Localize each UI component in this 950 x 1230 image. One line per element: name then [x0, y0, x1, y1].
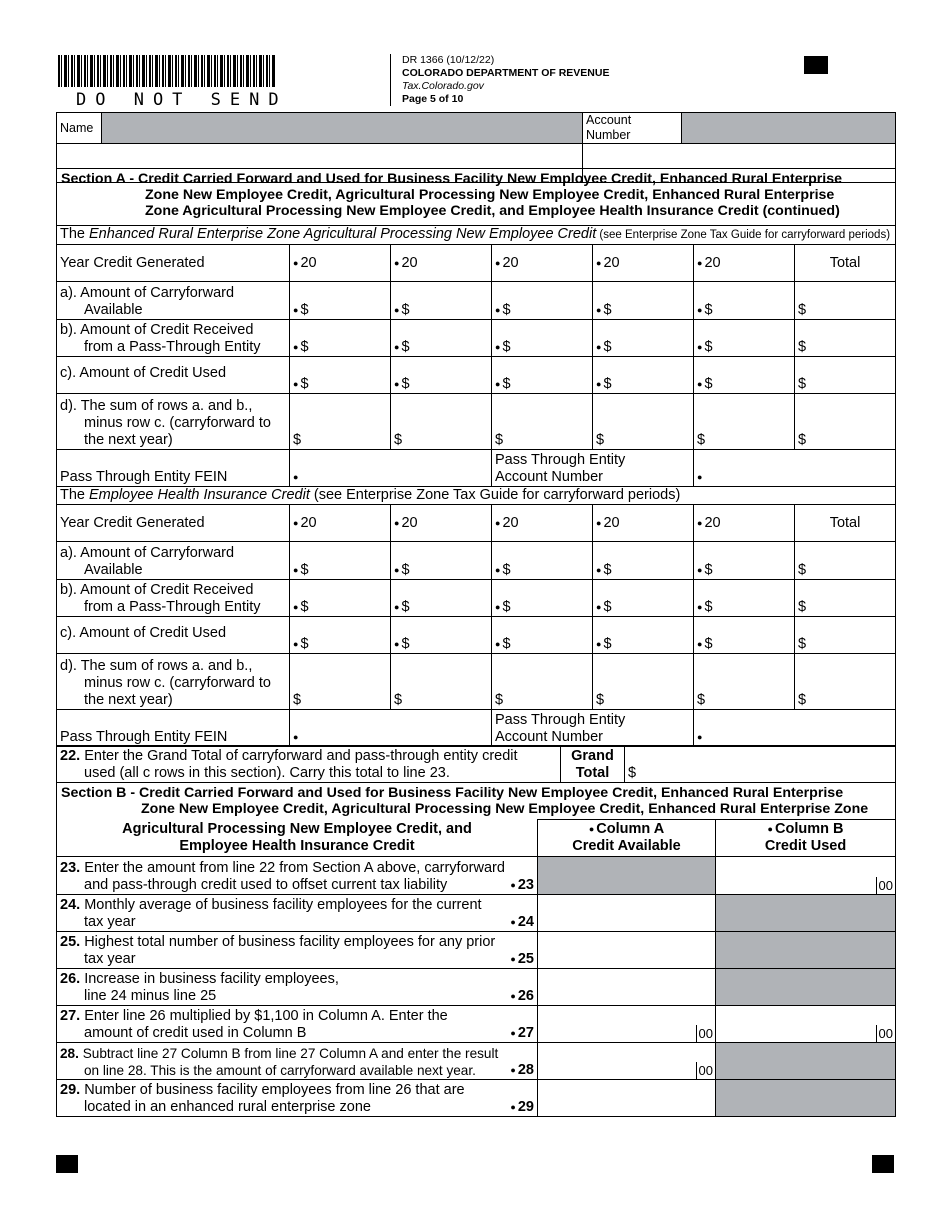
amount-input[interactable]: ● $ — [391, 617, 492, 654]
line-23-column-b[interactable]: 00 — [716, 857, 896, 895]
total-input[interactable]: $ — [795, 654, 896, 710]
line-29: 29. Number of business facility employees from line 26 that are located in an enhanced rural enterprise zone ● 29 — [57, 1080, 538, 1117]
section-b-table — [56, 782, 896, 1117]
line-25: 25. Highest total number of business facility employees for any prior tax year ● 25 — [57, 932, 538, 969]
amount-input[interactable]: $ — [391, 654, 492, 710]
column-a-header: ● Column A Credit Available — [538, 820, 716, 857]
amount-input[interactable]: ● $ — [492, 580, 593, 617]
amount-input[interactable]: $ — [694, 394, 795, 450]
amount-input[interactable]: $ — [391, 394, 492, 450]
row-b-label: b). Amount of Credit Received from a Pass-Through Entity — [57, 580, 290, 617]
line-25-column-a[interactable] — [538, 932, 716, 969]
section-b-heading: Section B - Credit Carried Forward and Used for Business Facility New Employee Credit, Enhanced Rural Enterprise Zone New Employee Credit, Agricultural Processing New Employee Credit, Enhanced Rural Enterprise Zone — [57, 783, 896, 820]
amount-input[interactable]: ● $ — [694, 542, 795, 580]
page-number: Page 5 of 10 — [402, 93, 464, 105]
name-label: Name — [57, 113, 102, 144]
line-24-column-a[interactable] — [538, 895, 716, 932]
grand-total-label: Grand Total — [561, 746, 625, 783]
registration-mark — [804, 56, 828, 74]
column-b-header: ● Column B Credit Used — [716, 820, 896, 857]
year-input[interactable]: ● 20 — [290, 505, 391, 542]
year-input[interactable]: ● 20 — [694, 505, 795, 542]
total-input[interactable]: $ — [795, 320, 896, 357]
amount-input[interactable]: ● $ — [593, 320, 694, 357]
amount-input[interactable]: $ — [290, 394, 391, 450]
year-credit-generated-label: Year Credit Generated — [57, 245, 290, 282]
total-label: Total — [795, 245, 896, 282]
line-29-column-a[interactable] — [538, 1080, 716, 1117]
amount-input[interactable]: ● $ — [593, 580, 694, 617]
fein-input[interactable] — [290, 450, 492, 487]
amount-input[interactable]: $ — [593, 654, 694, 710]
header-divider — [390, 54, 391, 106]
line-28-column-a[interactable]: 00 — [538, 1043, 716, 1080]
amount-input[interactable]: ● $ — [694, 617, 795, 654]
registration-mark — [56, 1155, 78, 1173]
pte-account-label: Pass Through Entity Account Number — [492, 710, 694, 747]
line-24-column-b — [716, 895, 896, 932]
pte-account-label: Pass Through Entity Account Number — [492, 450, 694, 487]
amount-input[interactable]: ● $ — [694, 580, 795, 617]
amount-input[interactable]: ● $ — [391, 357, 492, 394]
line-23-column-a — [538, 857, 716, 895]
total-input[interactable]: $ — [795, 394, 896, 450]
fein-input[interactable] — [290, 710, 492, 747]
row-c-label: c). Amount of Credit Used — [57, 617, 290, 654]
amount-input[interactable]: $ — [290, 654, 391, 710]
year-input[interactable]: ● 20 — [391, 505, 492, 542]
do-not-send-label: DO NOT SEND — [76, 90, 288, 110]
account-number-label: Account Number — [583, 113, 682, 144]
department-name: COLORADO DEPARTMENT OF REVENUE — [402, 67, 610, 79]
amount-input[interactable]: $ — [492, 654, 593, 710]
website: Tax.Colorado.gov — [402, 80, 484, 92]
amount-input[interactable]: ● $ — [694, 320, 795, 357]
total-label: Total — [795, 505, 896, 542]
amount-input[interactable]: $ — [694, 654, 795, 710]
section-a-heading: Section A - Credit Carried Forward and Used for Business Facility New Employee Credit, Enhanced Rural Enterprise Zone New Employee Credit, Agricultural Processing New Employee Credit, Enhanced Rural Enterprise Zone Agricultural Processing New Employee Credit, and Employee Health Insurance Credit (continued) — [57, 169, 896, 226]
line-29-column-b — [716, 1080, 896, 1117]
year-credit-generated-label: Year Credit Generated — [57, 505, 290, 542]
line-26-column-a[interactable] — [538, 969, 716, 1006]
amount-input[interactable]: ● $ — [290, 617, 391, 654]
total-input[interactable]: $ — [795, 580, 896, 617]
amount-input[interactable]: ● $ — [593, 542, 694, 580]
total-input[interactable]: $ — [795, 282, 896, 320]
fein-label: Pass Through Entity FEIN — [57, 710, 290, 747]
year-input[interactable]: ● 20 — [492, 245, 593, 282]
amount-input[interactable]: ● $ — [694, 282, 795, 320]
amount-input[interactable]: ● $ — [593, 282, 694, 320]
amount-input[interactable]: ● $ — [391, 282, 492, 320]
line-22-text: 22. Enter the Grand Total of carryforward and pass-through entity credit used (all c rows in this section). Carry this total to line 23. — [57, 746, 561, 783]
year-input[interactable]: ● 20 — [290, 245, 391, 282]
line-28: 28. Subtract line 27 Column B from line 27 Column A and enter the result on line 28. This is the amount of carryforward available next year. ● 28 — [57, 1043, 538, 1080]
row-d-label: d). The sum of rows a. and b., minus row c. (carryforward to the next year) — [57, 394, 290, 450]
line-28-column-b — [716, 1043, 896, 1080]
line-23: 23. Enter the amount from line 22 from Section A above, carryforward and pass-through credit used to offset current tax liability ● 23 — [57, 857, 538, 895]
line-26: 26. Increase in business facility employees, line 24 minus line 25 ● 26 — [57, 969, 538, 1006]
amount-input[interactable]: ● $ — [593, 617, 694, 654]
row-b-label: b). Amount of Credit Received from a Pass-Through Entity — [57, 320, 290, 357]
line-24: 24. Monthly average of business facility employees for the current tax year ● 24 — [57, 895, 538, 932]
section-b-heading-cont: Agricultural Processing New Employee Credit, and Employee Health Insurance Credit — [57, 820, 538, 857]
year-input[interactable]: ● 20 — [593, 245, 694, 282]
total-input[interactable]: $ — [795, 542, 896, 580]
amount-input[interactable]: ● $ — [492, 320, 593, 357]
barcode — [58, 55, 276, 87]
amount-input[interactable]: ● $ — [391, 320, 492, 357]
amount-input[interactable]: ● $ — [593, 357, 694, 394]
form-id: DR 1366 (10/12/22) — [402, 54, 495, 66]
amount-input[interactable]: $ — [492, 394, 593, 450]
row-a-label: a). Amount of Carryforward Available — [57, 282, 290, 320]
amount-input[interactable]: ● $ — [492, 357, 593, 394]
account-number-input-area[interactable] — [682, 113, 896, 144]
form-header — [402, 54, 609, 106]
amount-input[interactable]: ● $ — [290, 542, 391, 580]
amount-input[interactable]: ● $ — [391, 542, 492, 580]
block1-caption: The Enhanced Rural Enterprise Zone Agricultural Processing New Employee Credit (see Enterprise Zone Tax Guide for carryforward periods) — [57, 226, 896, 245]
amount-input[interactable]: ● $ — [391, 580, 492, 617]
amount-input[interactable]: ● $ — [290, 357, 391, 394]
fein-label: Pass Through Entity FEIN — [57, 450, 290, 487]
line-27: 27. Enter line 26 multiplied by $1,100 in Column A. Enter the amount of credit used in Column B ● 27 — [57, 1006, 538, 1043]
total-input[interactable]: $ — [795, 617, 896, 654]
year-input[interactable]: ● 20 — [492, 505, 593, 542]
line-27-column-a[interactable]: 00 — [538, 1006, 716, 1043]
registration-mark — [872, 1155, 894, 1173]
year-input[interactable]: ● 20 — [391, 245, 492, 282]
grand-total-input[interactable]: $ — [625, 746, 896, 783]
line-26-column-b — [716, 969, 896, 1006]
row-d-label: d). The sum of rows a. and b., minus row c. (carryforward to the next year) — [57, 654, 290, 710]
amount-input[interactable]: ● $ — [492, 282, 593, 320]
block2-caption: The Employee Health Insurance Credit (see Enterprise Zone Tax Guide for carryforward periods) — [57, 487, 896, 505]
amount-input[interactable]: ● $ — [694, 357, 795, 394]
section-a-table — [56, 168, 896, 747]
amount-input[interactable]: ● $ — [290, 320, 391, 357]
row-c-label: c). Amount of Credit Used — [57, 357, 290, 394]
line-22-table — [56, 745, 896, 783]
pte-account-input[interactable] — [694, 710, 896, 747]
year-input[interactable]: ● 20 — [593, 505, 694, 542]
amount-input[interactable]: ● $ — [290, 282, 391, 320]
amount-input[interactable]: ● $ — [492, 542, 593, 580]
total-input[interactable]: $ — [795, 357, 896, 394]
amount-input[interactable]: $ — [593, 394, 694, 450]
line-27-column-b[interactable]: 00 — [716, 1006, 896, 1043]
row-a-label: a). Amount of Carryforward Available — [57, 542, 290, 580]
line-25-column-b — [716, 932, 896, 969]
year-input[interactable]: ● 20 — [694, 245, 795, 282]
pte-account-input[interactable] — [694, 450, 896, 487]
amount-input[interactable]: ● $ — [290, 580, 391, 617]
amount-input[interactable]: ● $ — [492, 617, 593, 654]
name-input-area[interactable] — [102, 113, 583, 144]
